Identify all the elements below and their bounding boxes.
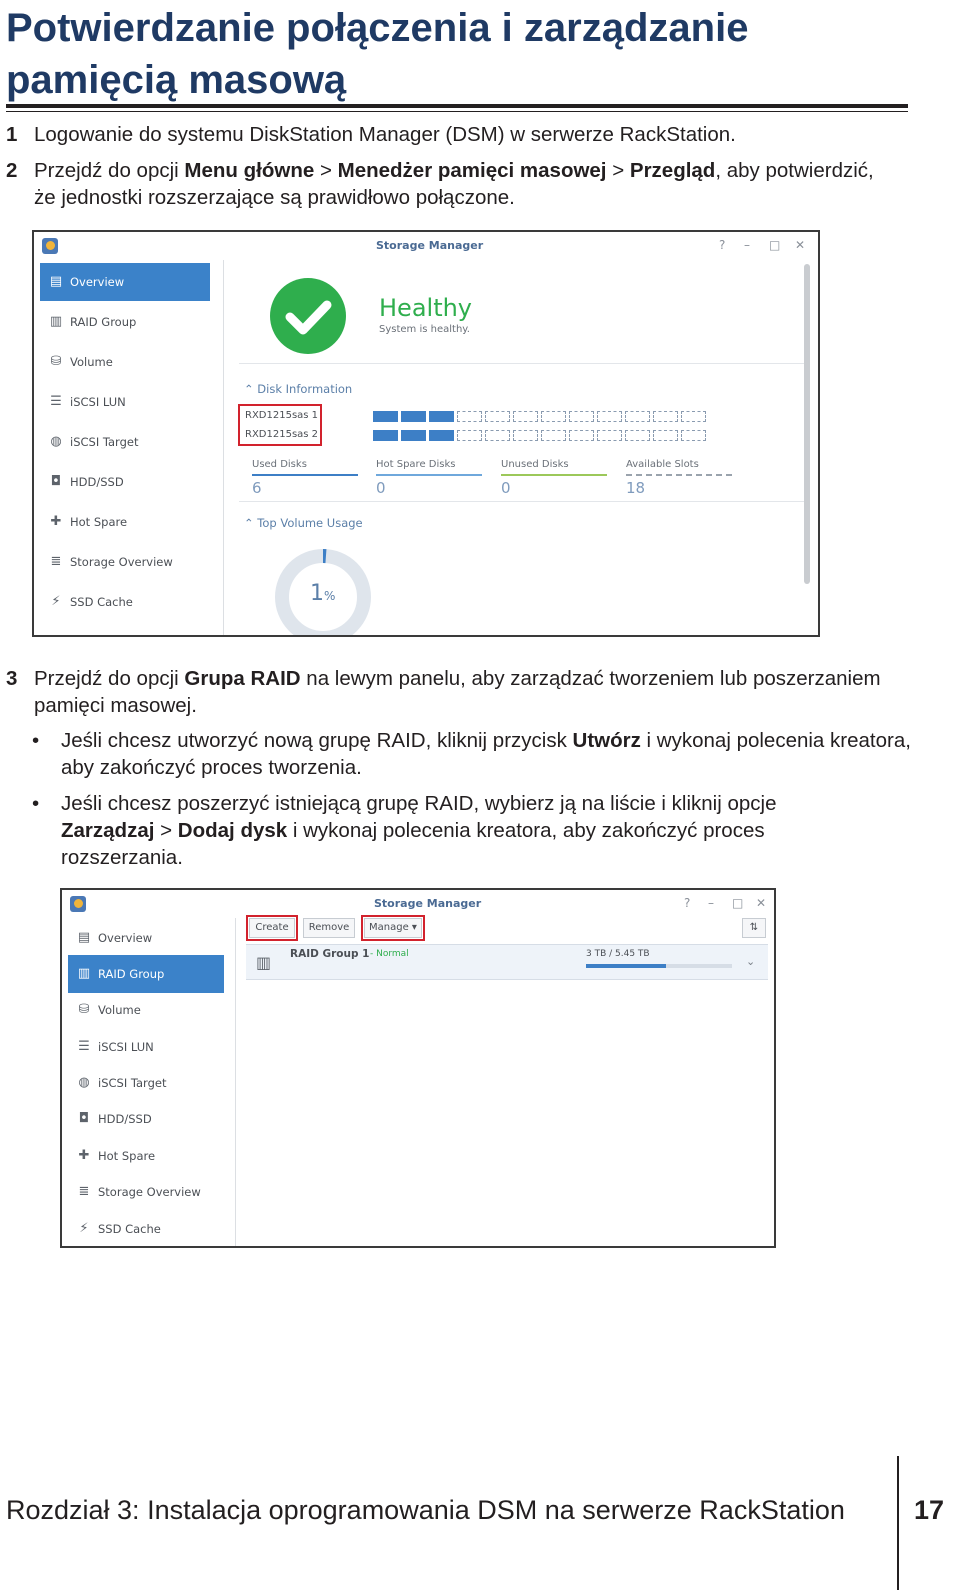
disk-slot <box>373 430 398 441</box>
sidebar-item-volume[interactable]: ⛁ Volume <box>40 343 210 381</box>
help-icon[interactable]: ? <box>684 896 691 910</box>
sidebar <box>34 260 224 635</box>
raid-group-icon: ▥ <box>256 953 272 972</box>
sidebar-item-iscsi-target[interactable]: ◍ iSCSI Target <box>40 423 210 461</box>
disk-slot <box>681 430 706 441</box>
chevron-up-icon: ⌃ <box>244 516 258 530</box>
chevron-up-icon: ⌃ <box>244 382 258 396</box>
hdd-icon: ◘ <box>78 1111 90 1126</box>
help-icon[interactable]: ? <box>719 238 726 252</box>
step-text: Logowanie do systemu DiskStation Manager (DSM) w serwerze RackStation. <box>34 123 736 146</box>
step-2 <box>6 157 876 211</box>
window-titlebar <box>62 890 774 918</box>
sidebar-item-volume[interactable]: ⛁ Volume <box>68 991 224 1029</box>
chapter-footer: Rozdział 3: Instalacja oprogramowania DSM na serwerze RackStation <box>6 1495 845 1525</box>
globe-icon: ◍ <box>78 1075 90 1090</box>
disk-slot <box>597 430 622 441</box>
health-status-subtitle: System is healthy. <box>379 324 470 335</box>
chevron-down-icon[interactable]: ⌄ <box>746 955 756 968</box>
window-title: Storage Manager <box>374 897 482 910</box>
page-number: 17 <box>914 1495 945 1525</box>
bullet-create <box>32 727 922 781</box>
scrollbar[interactable] <box>804 264 810 584</box>
title-rule <box>6 104 908 108</box>
top-volume-usage-header[interactable]: ⌃ Top Volume Usage <box>244 516 363 530</box>
hot-spare-icon: ✚ <box>50 514 62 529</box>
footer-divider <box>897 1456 899 1590</box>
sidebar-item-ssd-cache[interactable]: ⚡ SSD Cache <box>68 1210 224 1248</box>
expansion-unit-2: RXD1215sas 2 <box>245 429 319 440</box>
close-icon[interactable]: ✕ <box>756 896 767 910</box>
disk-slot <box>373 411 398 422</box>
bullet-dot: • <box>32 729 40 752</box>
storage-manager-overview-screenshot <box>32 230 820 637</box>
stat-label-unused-disks: Unused Disks <box>501 459 569 470</box>
ssd-cache-icon: ⚡ <box>79 1221 89 1236</box>
bullet-text: Jeśli chcesz utworzyć nową grupę RAID, kliknij przycisk Utwórz i wykonaj polecenia kreatora, aby zakończyć proces tworzenia. <box>61 729 911 779</box>
sidebar-item-ssd-cache[interactable]: ⚡ SSD Cache <box>40 583 210 621</box>
volume-icon: ⛁ <box>50 354 62 369</box>
disk-slot <box>541 430 566 441</box>
page-title <box>6 2 906 106</box>
stat-value-unused-disks: 0 <box>501 479 511 497</box>
page-title-line-2: pamięcią masową <box>6 58 347 102</box>
raid-group-icon: ▥ <box>77 966 91 981</box>
raid-group-row[interactable] <box>246 944 768 980</box>
sidebar <box>62 918 236 1246</box>
volume-icon: ⛁ <box>78 1002 90 1017</box>
sidebar-item-iscsi-target[interactable]: ◍ iSCSI Target <box>68 1064 224 1102</box>
sidebar-item-iscsi-lun[interactable]: ☰ iSCSI LUN <box>68 1028 224 1066</box>
raid-group-icon: ▥ <box>49 314 63 329</box>
sidebar-item-raid-group[interactable]: ▥ RAID Group <box>49 314 137 329</box>
overview-icon: ▤ <box>49 274 63 289</box>
close-icon[interactable]: ✕ <box>795 238 806 252</box>
manage-button[interactable]: Manage ▾ <box>364 918 422 938</box>
sidebar-item-iscsi-lun[interactable]: ☰ iSCSI LUN <box>40 383 210 421</box>
capacity-bar <box>586 964 732 968</box>
step-text: Przejdź do opcji Menu główne > Menedżer pamięci masowej > Przegląd, aby potwierdzić, że jednostki rozszerzające są prawidłowo połączone. <box>34 159 874 209</box>
step-1 <box>6 121 906 148</box>
disk-slot <box>401 411 426 422</box>
stat-bar <box>501 474 607 476</box>
disk-slot <box>513 430 538 441</box>
disk-slot <box>597 411 622 422</box>
window-title: Storage Manager <box>376 239 484 252</box>
storage-overview-icon: ≣ <box>78 1184 90 1199</box>
stat-label-hot-spare: Hot Spare Disks <box>376 459 456 470</box>
step-text: Przejdź do opcji Grupa RAID na lewym panelu, aby zarządzać tworzeniem lub poszerzaniem pamięci masowej. <box>34 667 881 717</box>
hdd-icon: ◘ <box>50 474 62 489</box>
disk-slot <box>569 411 594 422</box>
create-button[interactable]: Create <box>249 918 295 938</box>
maximize-icon[interactable]: □ <box>769 238 781 252</box>
sidebar-item-raid-group[interactable]: ▥ RAID Group <box>68 955 224 993</box>
globe-icon: ◍ <box>50 434 62 449</box>
stat-value-hot-spare: 0 <box>376 479 386 497</box>
volume-usage-percent: 1% <box>310 581 336 606</box>
divider <box>239 363 809 364</box>
highlight-create <box>246 915 298 941</box>
disk-slot <box>457 430 482 441</box>
storage-manager-app-icon <box>42 238 58 254</box>
sidebar-item-storage-overview[interactable]: ≣ Storage Overview <box>68 1173 224 1211</box>
overview-icon: ▤ <box>77 930 91 945</box>
stat-label-available-slots: Available Slots <box>626 459 699 470</box>
disk-slot <box>401 430 426 441</box>
sidebar-item-storage-overview[interactable]: ≣ Storage Overview <box>40 543 210 581</box>
storage-manager-app-icon <box>70 896 86 912</box>
disk-slot <box>429 411 454 422</box>
raid-group-name: RAID Group 1 <box>290 948 370 960</box>
disk-slot <box>681 411 706 422</box>
sidebar-item-overview[interactable]: ▤ Overview <box>77 930 153 945</box>
remove-button[interactable]: Remove <box>303 918 355 938</box>
bullet-dot: • <box>32 792 40 815</box>
disk-slot <box>625 430 650 441</box>
stat-label-used-disks: Used Disks <box>252 459 307 470</box>
page-title-line-1: Potwierdzanie połączenia i zarządzanie <box>6 6 749 50</box>
health-status: Healthy <box>379 294 473 322</box>
raid-group-status: - Normal <box>370 949 409 959</box>
sidebar-item-hot-spare[interactable]: ✚ Hot Spare <box>40 503 210 541</box>
sidebar-item-hot-spare[interactable]: ✚ Hot Spare <box>68 1137 224 1175</box>
sidebar-item-hdd-ssd[interactable]: ◘ HDD/SSD <box>40 463 210 501</box>
raid-group-capacity: 3 TB / 5.45 TB <box>586 949 650 959</box>
step-number: 2 <box>6 159 18 182</box>
disk-slot <box>457 411 482 422</box>
disk-slot <box>429 430 454 441</box>
capacity-bar-fill <box>586 964 666 968</box>
disk-information-header[interactable]: ⌃ Disk Information <box>244 382 353 396</box>
highlight-manage <box>361 915 425 941</box>
sidebar-item-overview[interactable]: ▤ Overview <box>40 263 210 301</box>
window-titlebar <box>34 232 818 260</box>
disk-slot <box>569 430 594 441</box>
disk-slot <box>485 430 510 441</box>
step-number: 1 <box>6 123 18 146</box>
storage-manager-raid-group-screenshot <box>60 888 776 1248</box>
disk-slot <box>541 411 566 422</box>
storage-overview-icon: ≣ <box>50 554 62 569</box>
stat-bar <box>626 474 732 476</box>
expansion-unit-1: RXD1215sas 1 <box>245 410 319 421</box>
step-3 <box>6 665 886 719</box>
minimize-icon[interactable]: – <box>744 238 750 252</box>
healthy-check-icon <box>270 278 346 354</box>
stat-value-used-disks: 6 <box>252 479 262 497</box>
disk-slot <box>513 411 538 422</box>
disk-slot <box>653 430 678 441</box>
stat-value-available-slots: 18 <box>626 479 646 497</box>
bullet-expand <box>32 790 872 871</box>
title-rule-thin <box>6 111 908 112</box>
hot-spare-icon: ✚ <box>78 1148 90 1163</box>
sidebar-item-hdd-ssd[interactable]: ◘ HDD/SSD <box>68 1100 224 1138</box>
sort-icon[interactable]: ⇅ <box>742 918 766 938</box>
step-number: 3 <box>6 667 18 690</box>
divider <box>239 501 809 502</box>
disk-slot <box>653 411 678 422</box>
disk-slot <box>485 411 510 422</box>
iscsi-lun-icon: ☰ <box>50 394 62 409</box>
stat-bar <box>252 474 358 476</box>
ssd-cache-icon: ⚡ <box>51 594 61 609</box>
maximize-icon[interactable]: □ <box>732 896 744 910</box>
stat-bar <box>376 474 482 476</box>
bullet-text: Jeśli chcesz poszerzyć istniejącą grupę RAID, wybierz ją na liście i kliknij opcje Zarządzaj > Dodaj dysk i wykonaj polecenia kreatora, aby zakończyć proces rozszerzania. <box>61 792 777 869</box>
iscsi-lun-icon: ☰ <box>78 1039 90 1054</box>
minimize-icon[interactable]: – <box>708 896 714 910</box>
disk-slot <box>625 411 650 422</box>
